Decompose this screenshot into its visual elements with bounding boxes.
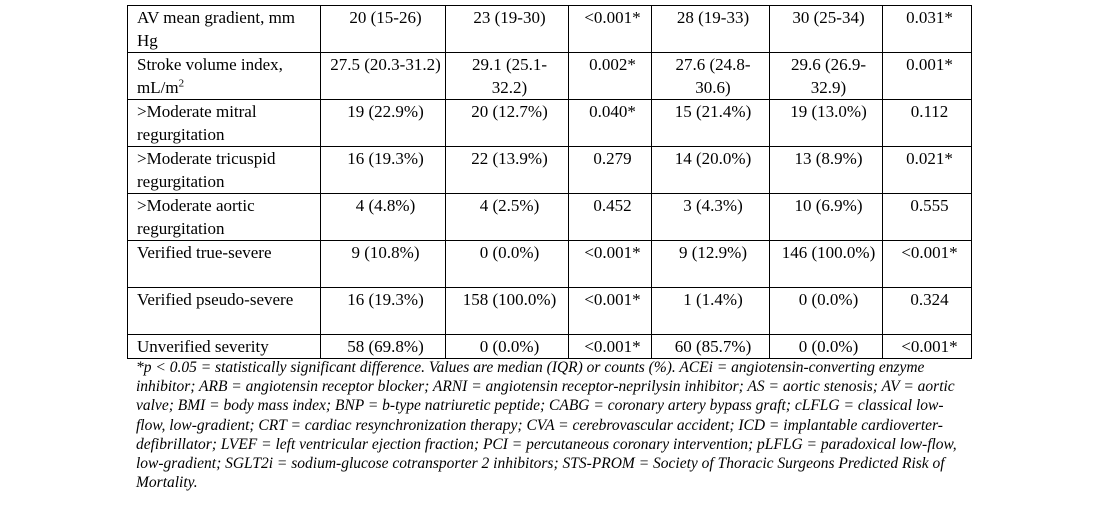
table-cell: 23 (19-30) xyxy=(446,6,569,53)
table-cell: 9 (10.8%) xyxy=(321,241,446,288)
table-cell: <0.001* xyxy=(883,241,972,288)
row-label: Verified true-severe xyxy=(128,241,321,288)
table-cell: 15 (21.4%) xyxy=(652,100,770,147)
table-row xyxy=(128,6,972,53)
table-cell: 0.452 xyxy=(569,194,652,241)
table-cell: 0.324 xyxy=(883,288,972,335)
row-label: >Moderate aortic regurgitation xyxy=(128,194,321,241)
table-cell: 0.040* xyxy=(569,100,652,147)
table-cell: 60 (85.7%) xyxy=(652,335,770,359)
table-cell: 10 (6.9%) xyxy=(770,194,883,241)
table-cell: 4 (2.5%) xyxy=(446,194,569,241)
table-cell: 19 (22.9%) xyxy=(321,100,446,147)
table-cell: 146 (100.0%) xyxy=(770,241,883,288)
row-label: >Moderate tricuspid regurgitation xyxy=(128,147,321,194)
table-cell: 27.6 (24.8-30.6) xyxy=(652,53,770,100)
table-cell: 0.001* xyxy=(883,53,972,100)
table-cell: 0.021* xyxy=(883,147,972,194)
table-cell: 158 (100.0%) xyxy=(446,288,569,335)
table-cell: 3 (4.3%) xyxy=(652,194,770,241)
table-cell: 0.112 xyxy=(883,100,972,147)
table-row xyxy=(128,241,972,288)
table-cell: 30 (25-34) xyxy=(770,6,883,53)
table-cell: 29.6 (26.9-32.9) xyxy=(770,53,883,100)
table-cell: 1 (1.4%) xyxy=(652,288,770,335)
table-row xyxy=(128,53,972,100)
table-cell: 28 (19-33) xyxy=(652,6,770,53)
table-cell: 19 (13.0%) xyxy=(770,100,883,147)
table-cell: <0.001* xyxy=(569,335,652,359)
table-cell: 27.5 (20.3-31.2) xyxy=(321,53,446,100)
table-cell: 16 (19.3%) xyxy=(321,288,446,335)
row-label: >Moderate mitral regurgitation xyxy=(128,100,321,147)
table-cell: 0.002* xyxy=(569,53,652,100)
table-cell: 0 (0.0%) xyxy=(770,288,883,335)
table-cell: 9 (12.9%) xyxy=(652,241,770,288)
table-cell: 20 (15-26) xyxy=(321,6,446,53)
table-cell: 0 (0.0%) xyxy=(770,335,883,359)
table-cell: <0.001* xyxy=(883,335,972,359)
table-row xyxy=(128,147,972,194)
row-label xyxy=(128,53,321,100)
table-cell: 4 (4.8%) xyxy=(321,194,446,241)
table-cell: 0.555 xyxy=(883,194,972,241)
superscript: 2 xyxy=(178,77,185,90)
table-cell: 14 (20.0%) xyxy=(652,147,770,194)
table-cell: 13 (8.9%) xyxy=(770,147,883,194)
row-label: AV mean gradient, mm Hg xyxy=(128,6,321,53)
table-cell: 0 (0.0%) xyxy=(446,241,569,288)
table-row xyxy=(128,335,972,359)
row-label-text: Stroke volume index, mL/m xyxy=(137,55,283,97)
table-footnote: *p < 0.05 = statistically significant difference. Values are median (IQR) or counts (%). ACEi = angiotensin-converting enzyme inhibitor; ARB = angiotensin receptor blocker; ARNI = angiotensin receptor-neprilysin inhibitor; AS = aortic stenosis; AV = aortic valve; BMI = body mass index; BNP = b-type natriuretic peptide; CABG = coronary artery bypass graft; cLFLG = classical low-flow, low-gradient; CRT = cardiac resynchronization therapy; CVA = cerebrovascular accident; ICD = implantable cardioverter-defibrillator; LVEF = left ventricular ejection fraction; PCI = percutaneous coronary intervention; pLFLG = paradoxical low-flow, low-gradient; SGLT2i = sodium-glucose cotransporter 2 inhibitors; STS-PROM = Society of Thoracic Surgeons Predicted Risk of Mortality. xyxy=(136,359,957,492)
table-row xyxy=(128,194,972,241)
table-row xyxy=(128,288,972,335)
table-cell: 22 (13.9%) xyxy=(446,147,569,194)
table-cell: 0.279 xyxy=(569,147,652,194)
data-table xyxy=(127,5,972,359)
table-cell: 20 (12.7%) xyxy=(446,100,569,147)
table-cell: 58 (69.8%) xyxy=(321,335,446,359)
table-cell: 16 (19.3%) xyxy=(321,147,446,194)
row-label: Verified pseudo-severe xyxy=(128,288,321,335)
table-row xyxy=(128,100,972,147)
table-cell: 29.1 (25.1-32.2) xyxy=(446,53,569,100)
table-cell: <0.001* xyxy=(569,241,652,288)
table-cell: 0.031* xyxy=(883,6,972,53)
row-label: Unverified severity xyxy=(128,335,321,359)
table-cell: 0 (0.0%) xyxy=(446,335,569,359)
table-cell: <0.001* xyxy=(569,6,652,53)
table-cell: <0.001* xyxy=(569,288,652,335)
